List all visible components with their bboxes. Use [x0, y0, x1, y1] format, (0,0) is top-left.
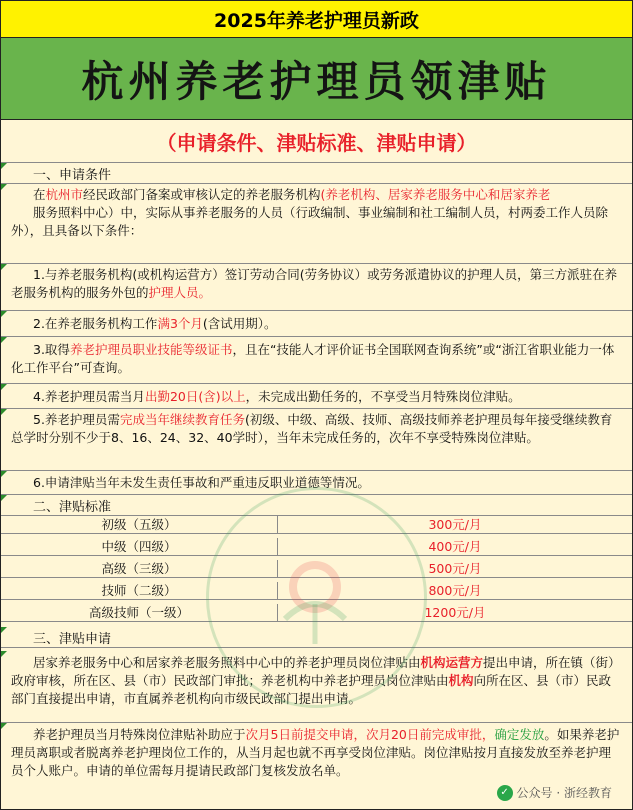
condition-5-text: (初级、中级、高级、技师、高级技师养老护理员每年接受继续教育总学时分别不少于8、16、24、32、40学时），当年未完成任务的，次年不享受特殊岗位津贴。 — [11, 412, 613, 445]
section2-title-text: 二、津贴标准 — [33, 499, 112, 515]
subtitle: （申请条件、津贴标准、津贴申请） — [1, 120, 632, 163]
condition-6 — [1, 471, 632, 495]
condition-3 — [1, 337, 632, 384]
allowance-row — [1, 516, 632, 534]
para1-highlight: 机构运营方 — [420, 655, 484, 670]
condition-4-text: 4.养老护理员需当月 — [33, 389, 145, 404]
para1-text: 向所在区、县（市）民政部门直接提出申请，市直属养老机构向市级民政部门提出申请。 — [11, 673, 612, 706]
cell-marker-icon — [1, 264, 7, 270]
para1-text: 提出申请，所在镇（街）政府审核，所在区、县（市）民政部门审批；养老机构中养老护理员岗位津贴由 — [11, 655, 621, 688]
level-cell: 中级（四级） — [1, 538, 278, 555]
condition-2-text: (含试用期）。 — [202, 316, 277, 331]
intro-text-2: 服务照料中心）中，实际从事养老服务的人员（行政编制、事业编制和社工编制人员，村两委工作人员除外），且具备以下条件： — [11, 205, 609, 238]
intro-orgs: (养老机构、居家养老服务中心和居家养老 — [320, 187, 551, 202]
section1-title-text: 一、申请条件 — [33, 167, 112, 183]
para1-highlight: 机构 — [448, 673, 474, 688]
amount-cell: 300元/月 — [428, 517, 482, 532]
main-title: 杭州养老护理员领津贴 — [1, 38, 632, 120]
cell-marker-icon — [1, 337, 7, 343]
cell-marker-icon — [1, 163, 7, 169]
section1-intro — [1, 184, 632, 264]
condition-3-text: ，且在“技能人才评价证书全国联网查询系统”或“浙江省职业能力一体化工作平台”可查询。 — [11, 342, 615, 375]
condition-4 — [1, 384, 632, 409]
condition-5-highlight: 完成当年继续教育任务 — [119, 412, 245, 427]
section3-title — [1, 627, 632, 648]
cell-marker-icon — [1, 311, 7, 317]
condition-6-text: 6.申请津贴当年未发生责任事故和严重违反职业道德等情况。 — [33, 475, 370, 490]
cell-marker-icon — [1, 409, 7, 415]
cell-marker-icon — [1, 651, 7, 657]
wechat-icon: ✓ — [497, 785, 513, 801]
section2-title — [1, 495, 632, 516]
condition-3-text: 3.取得 — [33, 342, 70, 357]
condition-4-highlight: 出勤20日(含)以上 — [144, 389, 246, 404]
level-cell: 初级（五级） — [1, 516, 278, 533]
para1-text: 居家养老服务中心和居家养老服务照料中心中的养老护理员岗位津贴由 — [33, 655, 421, 670]
condition-2-text: 2.在养老服务机构工作 — [33, 316, 158, 331]
cell-marker-icon — [1, 495, 7, 501]
para2-green: 确定发放 — [494, 727, 545, 742]
section1-title — [1, 163, 632, 184]
allowance-row — [1, 582, 632, 600]
cell-marker-icon — [1, 184, 7, 190]
condition-2 — [1, 311, 632, 337]
amount-cell: 400元/月 — [428, 539, 482, 554]
level-cell: 高级技师（一级） — [1, 604, 278, 621]
cell-marker-icon — [1, 471, 7, 477]
cell-marker-icon — [1, 627, 7, 633]
level-cell: 高级（三级） — [1, 560, 278, 577]
amount-cell: 500元/月 — [428, 561, 482, 576]
top-title: 2025年养老护理员新政 — [1, 1, 632, 38]
condition-5-text: 5.养老护理员需 — [33, 412, 120, 427]
allowance-row — [1, 538, 632, 556]
intro-city: 杭州市 — [45, 187, 84, 202]
condition-1 — [1, 264, 632, 311]
amount-cell: 1200元/月 — [424, 605, 486, 620]
intro-text: 在 — [33, 187, 46, 202]
application-paragraph-1 — [1, 651, 632, 723]
allowance-row — [1, 560, 632, 578]
cell-marker-icon — [1, 723, 7, 729]
condition-5 — [1, 409, 632, 471]
condition-2-highlight: 满3个月 — [157, 316, 203, 331]
para2-highlight: 次月5日前提交申请，次月20日前完成审批， — [245, 727, 495, 742]
para2-text: 。如果养老护理员离职或者脱离养老护理岗位工作的，从当月起也就不再享受岗位津贴。岗位津贴按月直接发放至养老护理员个人账户。申请的单位需每月提请民政部门复核发放名单。 — [11, 727, 620, 778]
intro-text: 经民政部门备案或审核认定的养老服务机构 — [83, 187, 321, 202]
level-cell: 技师（二级） — [1, 582, 278, 599]
amount-cell: 800元/月 — [428, 583, 482, 598]
para2-text: 养老护理员当月特殊岗位津贴补助应于 — [33, 727, 246, 742]
cell-marker-icon — [1, 384, 7, 390]
credit-text: 公众号 · 浙经教育 — [516, 786, 612, 800]
condition-1-text: 1.与养老服务机构(或机构运营方）签订劳动合同(劳务协议）或劳务派遣协议的护理人员，第三方派驻在养老服务机构的服务外包的 — [11, 267, 618, 300]
condition-3-highlight: 养老护理员职业技能等级证书 — [69, 342, 233, 357]
section3-title-text: 三、津贴申请 — [33, 631, 112, 647]
condition-4-text: ，未完成出勤任务的，不享受当月特殊岗位津贴。 — [245, 389, 521, 404]
condition-1-highlight: 护理人员。 — [148, 285, 212, 300]
source-credit — [497, 784, 612, 801]
allowance-row — [1, 604, 632, 622]
